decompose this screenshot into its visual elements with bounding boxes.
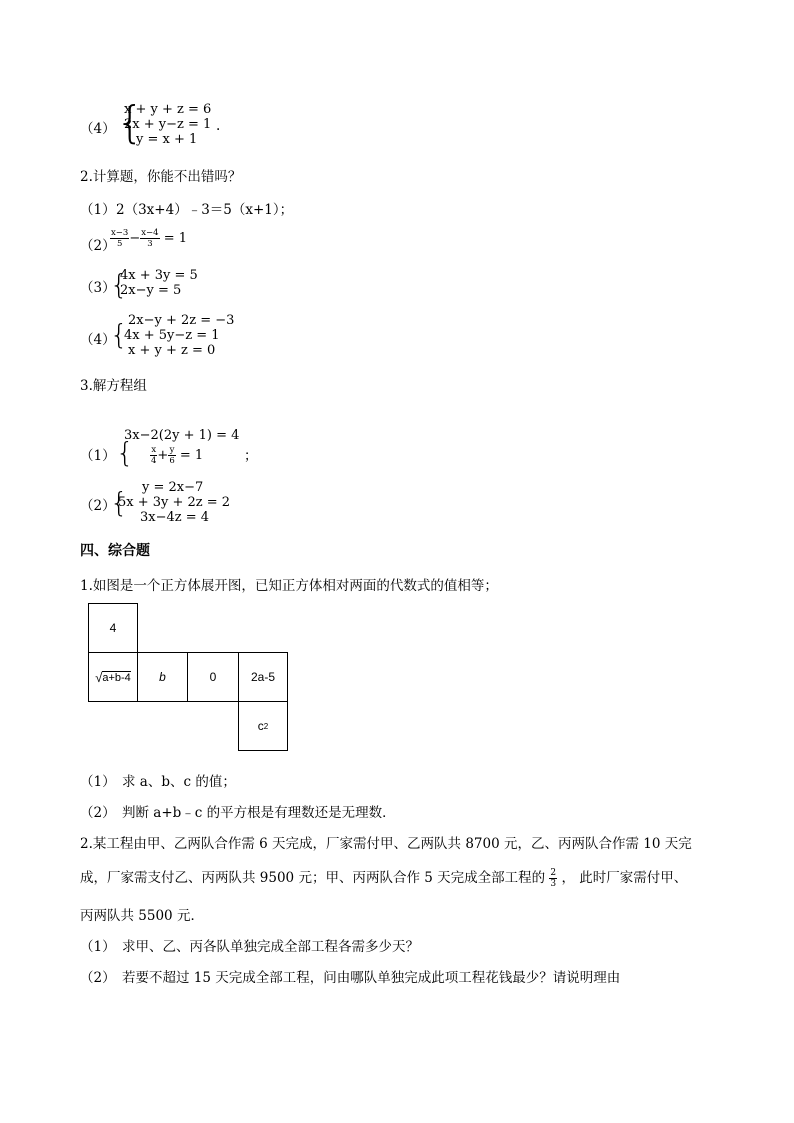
equation-line: 2x−y + 2z = −3 — [128, 313, 235, 328]
s2-p3-system — [120, 268, 198, 298]
s2-p2-label: （2） — [80, 238, 116, 254]
s2-p1-text: 2（3x+4）﹣3＝5（x+1）； — [116, 202, 294, 218]
fraction: $\frac{x-4}{3}$ — [141, 228, 159, 249]
left-brace-icon: { — [110, 486, 128, 519]
fraction: $\frac{y}{6}$ — [169, 445, 175, 466]
equation-line: x + y + z = 6 — [124, 102, 212, 117]
q4-tail: . — [216, 118, 221, 134]
net-cell-sqrt: √ a+b-4 — [88, 652, 138, 702]
s4-q2-line2: 成，厂家需支付乙、丙两队共 9500 元；甲、丙两队合作 5 天完成全部工程的 $\frac{2}{3}$ ， 此时厂家需付甲、 — [80, 868, 688, 889]
fraction: $\frac{x-3}{5}$ — [111, 228, 129, 249]
left-brace-icon: { — [116, 436, 134, 469]
section-3-title: 3.解方程组 — [80, 378, 147, 394]
section-4-heading: 四、综合题 — [80, 543, 150, 559]
section-2-title: 2.计算题，你能不出错吗？ — [80, 169, 242, 185]
s3-p2-label: （2） — [80, 498, 116, 514]
s3-p1-line1: 3x−2(2y + 1) = 4 — [124, 428, 240, 443]
s4-q1-sub2-label: （2） — [80, 805, 116, 821]
s4-q2-sub1-text: 求甲、乙、丙各队单独完成全部工程各需多少天？ — [122, 939, 419, 955]
s4-q2-sub1-label: （1） — [80, 939, 116, 955]
s4-q2-line1: 2.某工程由甲、乙两队合作需 6 天完成，厂家需付甲、乙两队共 8700 元，乙、丙两队合作需 10 天完 — [80, 836, 692, 852]
left-brace-icon: { — [110, 268, 128, 301]
fraction: $\frac{2}{3}$ — [550, 868, 557, 889]
left-brace-icon: { — [110, 318, 128, 351]
s3-p1-line2: $\frac{x}{4}$ + $\frac{y}{6}$ = 1 — [151, 445, 204, 466]
s3-p1-end: ； — [244, 448, 258, 464]
net-cell-bottom: c 2 — [238, 701, 288, 751]
equation-line: x + y + z = 0 — [128, 343, 216, 358]
s4-q2-sub2-text: 若要不超过 15 天完成全部工程，问由哪队单独完成此项工程花钱最少？请说明理由 — [122, 970, 621, 986]
s4-q2-line3: 丙两队共 5500 元． — [80, 908, 204, 924]
q4-label: （4） — [80, 121, 116, 137]
equation-line: 4x + 3y = 5 — [120, 268, 198, 283]
net-cell-top: 4 — [88, 603, 138, 653]
s4-q1-sub2-text: 判断 a+b﹣c 的平方根是有理数还是无理数． — [122, 805, 396, 821]
s3-p2-system — [118, 480, 230, 525]
s2-p4-label: （4） — [80, 332, 116, 348]
equation-line: 2x−y = 5 — [120, 283, 182, 298]
equation-line: 3x−4z = 4 — [140, 510, 210, 525]
equation-line: y = x + 1 — [136, 132, 198, 147]
s2-p2-equation: $\frac{x-3}{5}$ − $\frac{x-4}{3}$ = 1 — [111, 228, 187, 249]
s4-q1-sub1-label: （1） — [80, 774, 116, 790]
s4-q2-sub2-label: （2） — [80, 970, 116, 986]
equation-line: 5x + 3y + 2z = 2 — [118, 495, 231, 510]
s3-p1-label: （1） — [80, 448, 116, 464]
q4-system — [124, 102, 224, 147]
s4-q1-sub1-text: 求 a、b、c 的值； — [122, 774, 236, 790]
equation-line: y = 2x−7 — [142, 480, 204, 495]
net-cell-right: 2a-5 — [238, 652, 288, 702]
net-cell-zero: 0 — [187, 652, 239, 702]
fraction: $\frac{x}{4}$ — [151, 445, 157, 466]
sqrt-icon: √ — [95, 669, 103, 685]
s2-p3-label: （3） — [80, 280, 116, 296]
equation-line: 2x + y−z = 1 — [124, 117, 212, 132]
s2-p1-label: （1） — [80, 202, 116, 218]
left-brace-icon: { — [116, 97, 144, 148]
equation-line: 4x + 5y−z = 1 — [124, 328, 220, 343]
s2-p4-system — [124, 313, 234, 358]
s4-q1-title: 1.如图是一个正方体展开图，已知正方体相对两面的代数式的值相等； — [80, 578, 498, 594]
net-cell-b: b — [137, 652, 188, 702]
